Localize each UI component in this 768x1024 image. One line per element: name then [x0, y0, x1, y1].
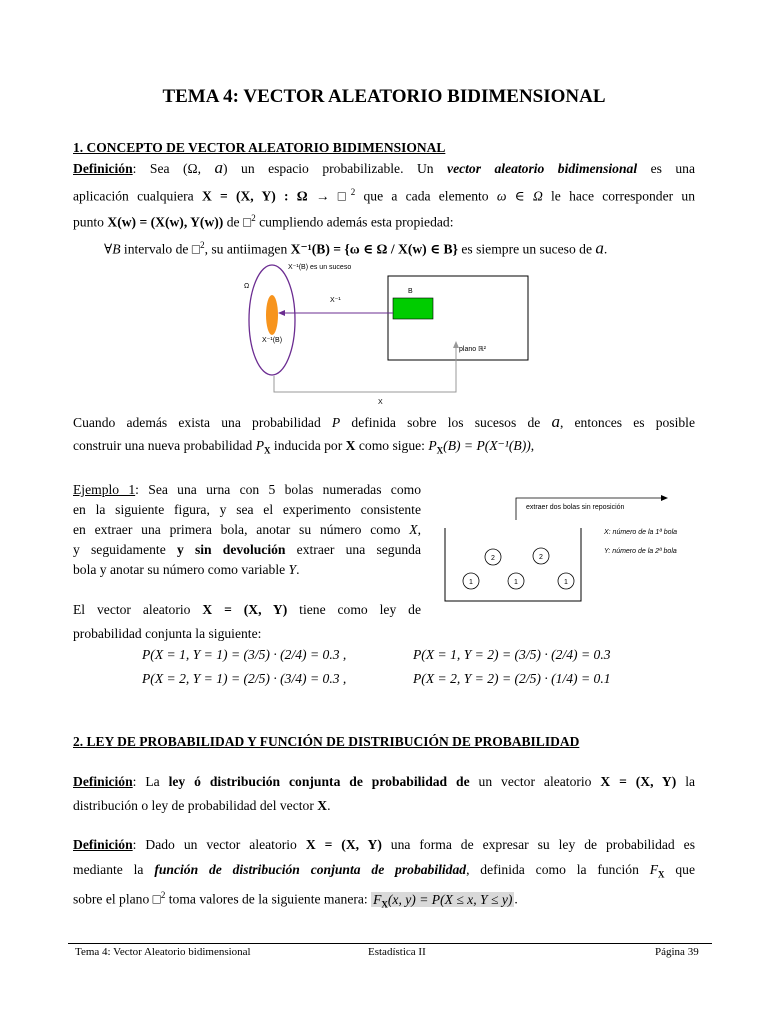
s2-def2-line-1 — [73, 837, 695, 853]
text: en extraer una primera bola, anotar su número como — [73, 522, 410, 537]
math: P — [428, 438, 437, 453]
emphasis: función de distribución conjunta de probabilidad — [154, 862, 467, 877]
text: y seguidamente — [73, 542, 177, 557]
text: : Sea una urna con 5 bolas numeradas como — [135, 482, 421, 497]
math: (x, y) = P(X ≤ x, Y ≤ y) — [387, 891, 513, 907]
superscript: 2 — [251, 213, 256, 223]
ball-number: 2 — [539, 554, 543, 561]
emphasis: vector aleatorio bidimensional — [447, 161, 638, 176]
set-b-label: B — [408, 288, 413, 295]
s2-def1-line-2 — [73, 798, 695, 814]
text: distribución o ley de probabilidad del vector — [73, 798, 318, 813]
emphasis: ley ó distribución conjunta de probabilidad de — [168, 774, 470, 789]
math: F — [373, 891, 382, 907]
superscript: 2 — [350, 187, 356, 197]
subscript: X — [264, 445, 271, 456]
text: cumpliendo además esta propiedad: — [255, 214, 454, 230]
s1-line-4 — [104, 237, 726, 258]
ball-number: 1 — [469, 579, 473, 586]
text: , entonces es posible — [559, 415, 695, 430]
math: X — [409, 522, 418, 537]
extract-label: extraer dos bolas sin reposición — [526, 504, 625, 511]
ball — [508, 573, 524, 589]
text: la — [676, 774, 696, 789]
figure-urn — [436, 490, 726, 608]
text: una forma de expresar su ley de probabilidad es — [381, 837, 695, 852]
sigma-algebra-symbol: a — [595, 238, 604, 258]
text: . — [603, 241, 608, 257]
sigma-algebra-symbol: a — [214, 158, 224, 177]
mapping-path — [274, 343, 456, 392]
text: , definida como la función — [466, 862, 650, 877]
math: X⁻¹(B) = {ω ∈ Ω / X(w) ∈ B} — [290, 241, 458, 257]
text: inducida por — [270, 438, 346, 453]
text: , — [417, 522, 421, 537]
ball-number: 2 — [491, 555, 495, 562]
text: tiene como ley de — [287, 602, 421, 617]
math: P — [331, 415, 341, 430]
math: X = (X, Y) — [202, 602, 288, 617]
ex1-line-2: en la siguiente figura, y sea el experimento consistente — [73, 502, 421, 517]
text: le hace corresponder un — [542, 188, 695, 204]
text: de — [223, 214, 243, 230]
math: X = (X, Y) : Ω → — [201, 188, 338, 204]
text: : Sea (Ω, — [132, 161, 215, 176]
inverse-image-set — [266, 295, 278, 335]
text: : Dado un vector aleatorio — [132, 837, 306, 852]
missing-glyph: □ — [242, 214, 252, 230]
footer-divider — [68, 943, 712, 944]
ball — [463, 573, 479, 589]
math: X — [317, 798, 328, 813]
text: . — [296, 562, 300, 577]
text: El vector aleatorio — [73, 602, 203, 617]
superscript: 2 — [200, 240, 205, 250]
ball-number: 1 — [514, 579, 518, 586]
x-map-label: X — [378, 399, 383, 406]
y-description: Y: número de la 2ª bola — [604, 548, 677, 555]
text: extraer una segunda — [285, 542, 421, 557]
definition-label: Definición — [73, 837, 133, 852]
text: es una — [637, 161, 696, 176]
ex1-line-7: probabilidad conjunta la siguiente: — [73, 626, 262, 641]
math: P — [255, 438, 265, 453]
text: punto — [73, 214, 108, 230]
math: X(w) = (X(w), Y(w)) — [107, 214, 224, 230]
section-2-heading: 2. LEY DE PROBABILIDAD Y FUNCIÓN DE DISTRIBUCIÓN DE PROBABILIDAD — [73, 734, 580, 749]
ball-number: 1 — [564, 579, 568, 586]
text: que — [664, 862, 695, 877]
text: intervalo de — [120, 241, 192, 257]
s1-line-3 — [73, 210, 695, 231]
omega-label: Ω — [244, 283, 250, 290]
text: aplicación cualquiera — [73, 188, 202, 204]
plane-label: plano ℝ² — [459, 346, 486, 353]
page-title: TEMA 4: VECTOR ALEATORIO BIDIMENSIONAL — [162, 86, 606, 107]
inverse-image-label: X⁻¹(B) — [262, 337, 283, 344]
text: es siempre un suceso de — [457, 241, 596, 257]
figure-inverse-image — [230, 258, 530, 406]
text: definida sobre los sucesos de — [340, 415, 552, 430]
ball — [558, 573, 574, 589]
text: bola y anotar su número como variable — [73, 562, 289, 577]
text: . — [327, 798, 331, 813]
s2-def2-line-3 — [73, 887, 695, 912]
ex1-line-3 — [73, 522, 421, 538]
ball — [485, 549, 501, 565]
subscript: X — [381, 899, 388, 910]
prob-1-1: P(X = 1, Y = 1) = (3/5) · (2/4) = 0.3 , — [142, 647, 347, 662]
math: (B) = P(X⁻¹(B)) — [443, 438, 531, 453]
missing-glyph: □ — [337, 188, 351, 204]
math: Y — [288, 562, 297, 577]
text: que a cada elemento — [355, 188, 497, 204]
footer-page: Página 39 — [655, 946, 699, 958]
s2-def1-line-1 — [73, 774, 695, 790]
arrow-head — [278, 310, 285, 316]
sigma-algebra-symbol: a — [551, 412, 560, 431]
distribution-formula — [371, 891, 514, 910]
math: ∀B — [104, 241, 121, 257]
s1-line-2 — [73, 184, 695, 205]
math: F — [649, 862, 659, 877]
p2-line-2 — [73, 438, 695, 459]
s1-line-1 — [73, 160, 695, 177]
definition-label: Definición — [73, 161, 133, 176]
missing-glyph: □ — [191, 241, 201, 257]
subscript: X — [658, 869, 665, 880]
prob-2-2: P(X = 2, Y = 2) = (2/5) · (1/4) = 0.1 — [413, 671, 611, 686]
p2-line-1 — [73, 414, 695, 431]
text: Cuando además exista una probabilidad — [73, 415, 332, 430]
text: mediante la — [73, 862, 155, 877]
ex1-line-1 — [73, 482, 421, 498]
text: : La — [132, 774, 169, 789]
set-b-rect — [393, 298, 433, 319]
text: como sigue: — [355, 438, 429, 453]
inverse-arrow-label: X⁻¹ — [330, 297, 341, 304]
ex1-line-4 — [73, 542, 421, 558]
subscript: X — [436, 445, 444, 456]
text: . — [514, 891, 518, 907]
text: sobre el plano — [73, 891, 153, 907]
section-1-heading: 1. CONCEPTO DE VECTOR ALEATORIO BIDIMENSIONAL — [73, 140, 446, 155]
x-description: X: número de la 1ª bola — [604, 529, 678, 536]
text: ) un espacio probabilizable. Un — [223, 161, 448, 176]
footer-center: Estadística II — [368, 946, 426, 958]
emphasis: y sin devolución — [176, 542, 286, 557]
math: X — [345, 438, 356, 453]
arrow-head — [453, 341, 459, 348]
math: ω ∈ Ω — [496, 188, 543, 204]
arrow-head — [661, 495, 668, 501]
footer-left: Tema 4: Vector Aleatorio bidimensional — [75, 946, 251, 958]
math: X = (X, Y) — [305, 837, 382, 852]
text: construir una nueva probabilidad — [73, 438, 256, 453]
ex1-line-6 — [73, 602, 421, 618]
text: , su antiimagen — [204, 241, 291, 257]
missing-glyph: □ — [152, 891, 161, 907]
text: toma valores de la siguiente manera: — [165, 891, 372, 907]
s2-def2-line-2 — [73, 862, 695, 883]
caption-top: X⁻¹(B) es un suceso — [288, 264, 352, 271]
prob-2-1: P(X = 2, Y = 1) = (2/5) · (3/4) = 0.3 , — [142, 671, 347, 686]
definition-label: Definición — [73, 774, 133, 789]
example-label: Ejemplo 1 — [73, 482, 136, 497]
urn — [445, 528, 581, 601]
prob-1-2: P(X = 1, Y = 2) = (3/5) · (2/4) = 0.3 — [413, 647, 611, 662]
ball — [533, 548, 549, 564]
text: , — [530, 438, 535, 453]
text: un vector aleatorio — [469, 774, 601, 789]
superscript: 2 — [160, 890, 166, 900]
math: X = (X, Y) — [600, 774, 677, 789]
